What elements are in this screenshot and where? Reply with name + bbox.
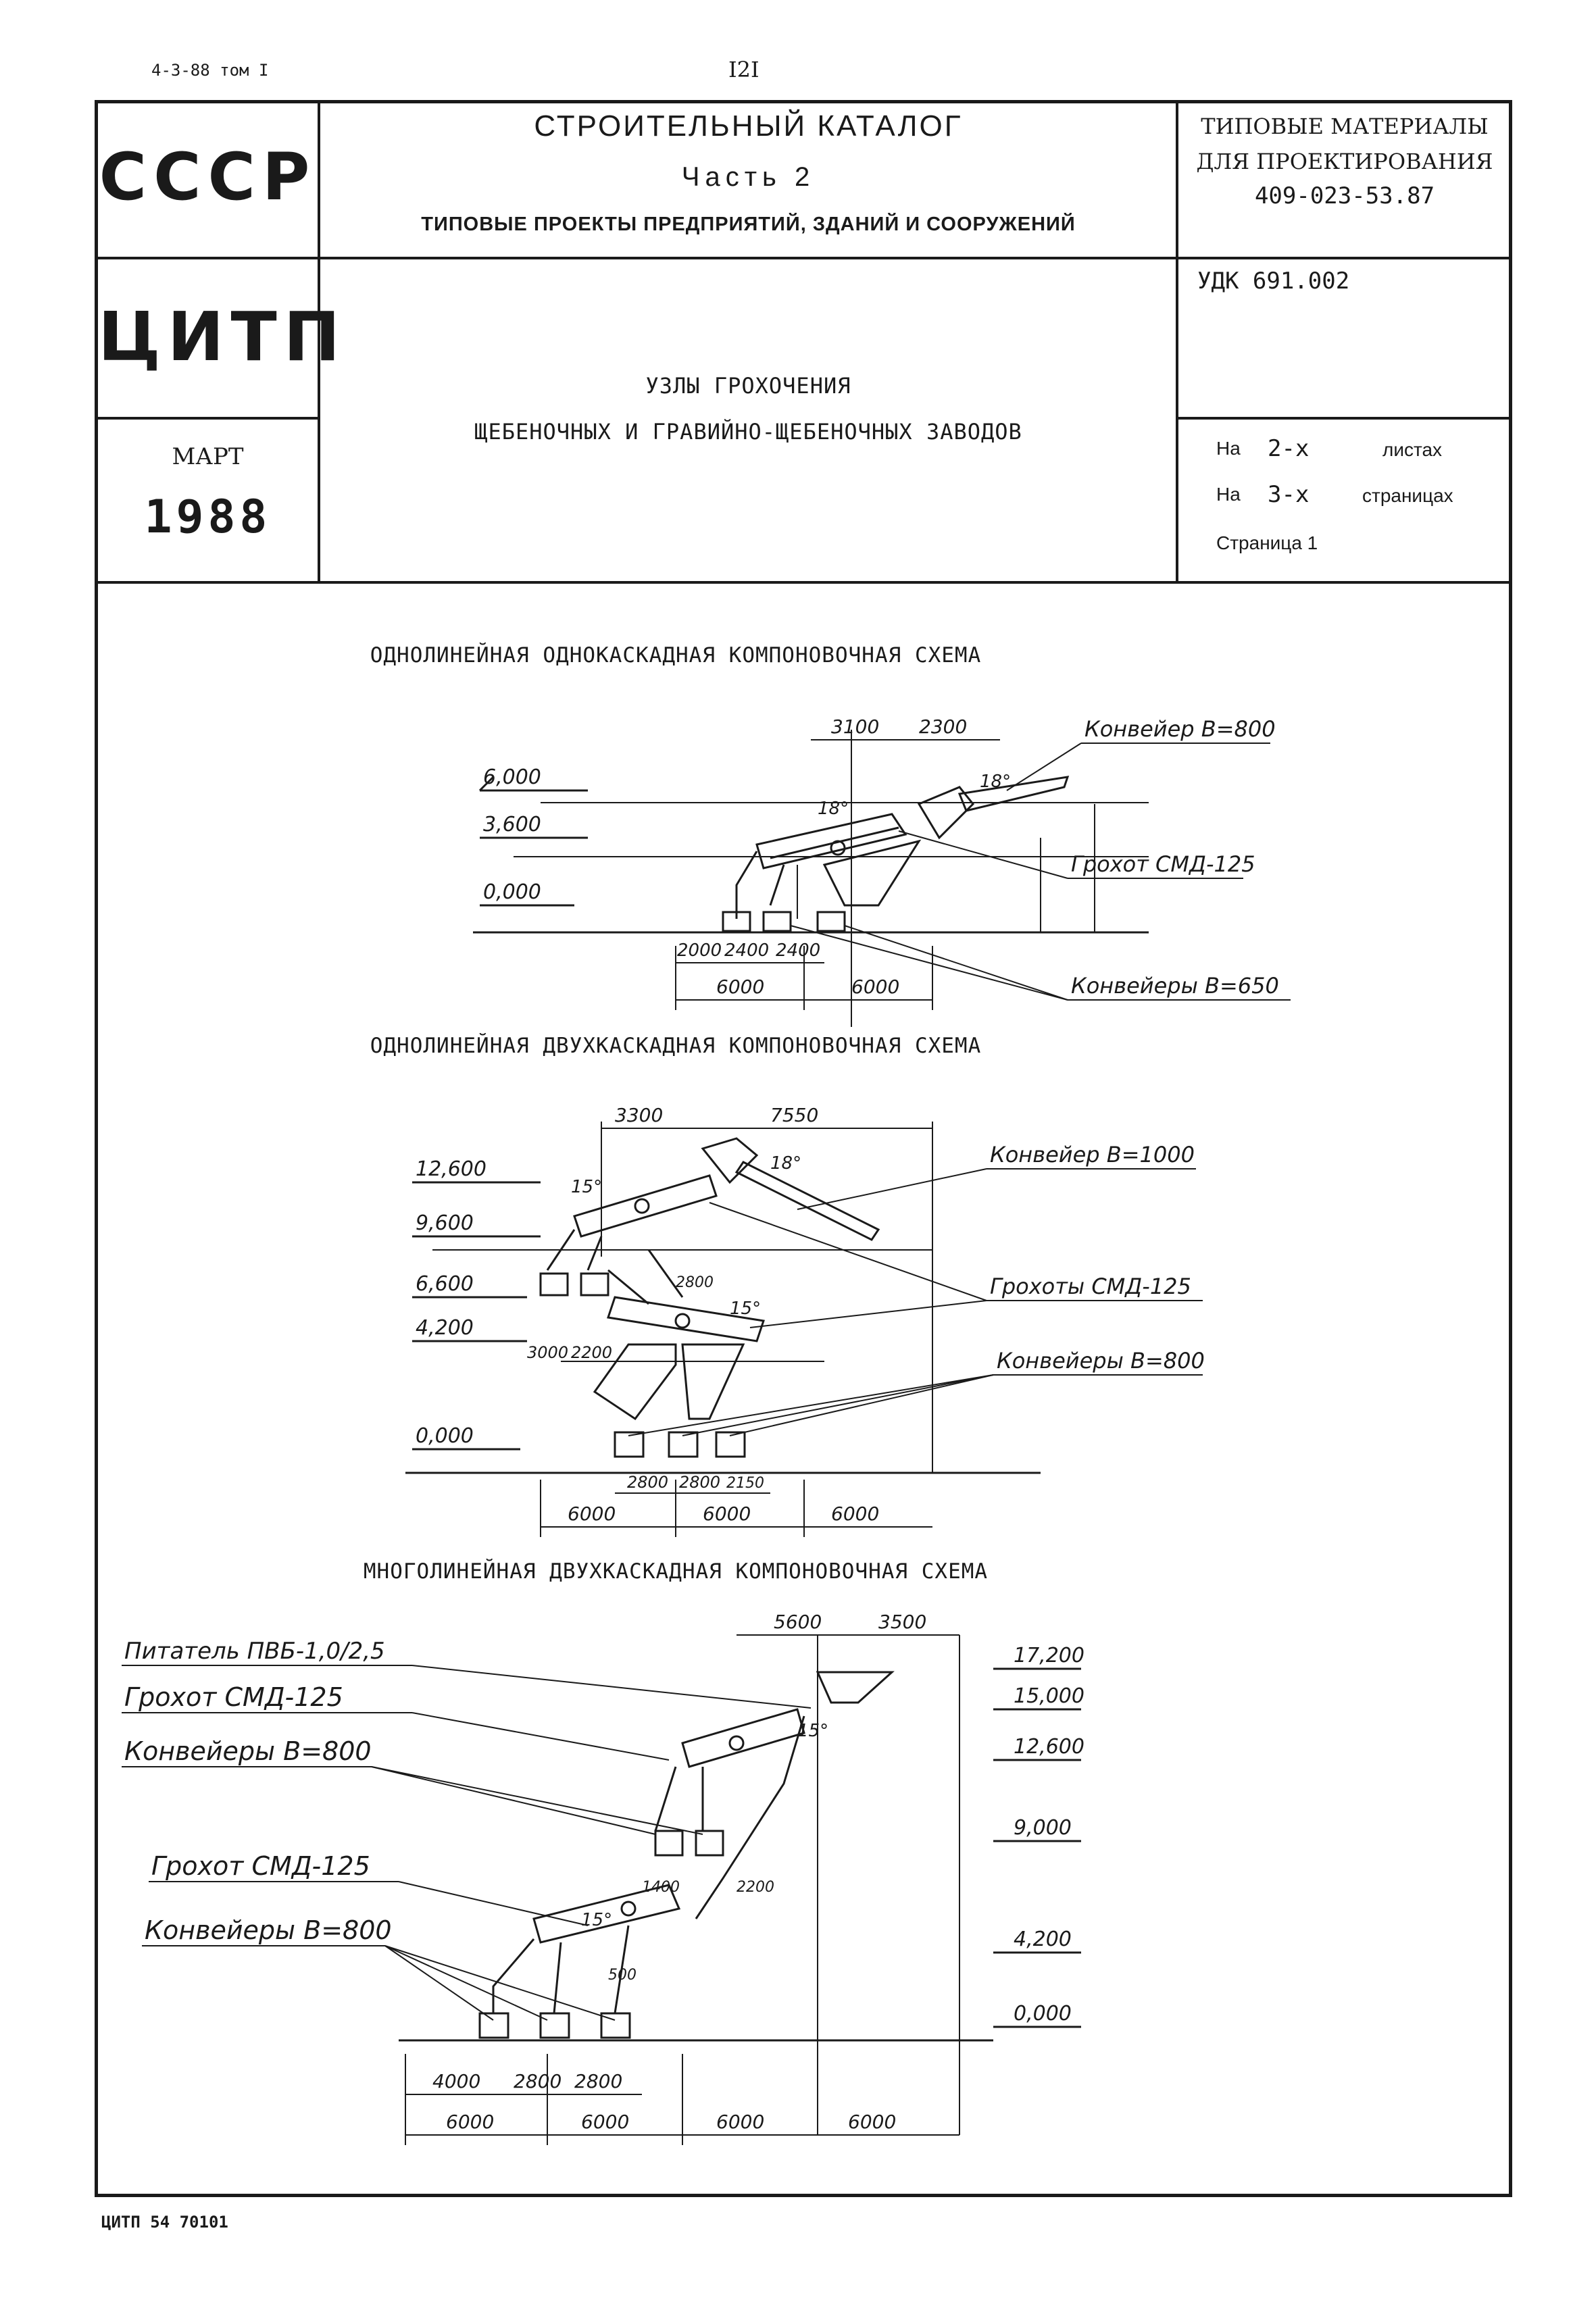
scheme-1-level-0000 xyxy=(473,880,1149,932)
scheme-3-label-conveyors-upper: Конвейеры В=800 xyxy=(124,1736,372,1766)
svg-text:4,200: 4,200 xyxy=(1014,1928,1072,1951)
page-number: I2I xyxy=(728,57,759,82)
org-label: ЦИТП xyxy=(98,297,347,376)
svg-text:2200: 2200 xyxy=(571,1343,613,1362)
svg-text:6000: 6000 xyxy=(831,1503,880,1525)
volume-ref: 4-3-88 том I xyxy=(151,61,269,80)
svg-text:2800: 2800 xyxy=(676,1274,714,1291)
svg-text:6000: 6000 xyxy=(703,1503,751,1525)
svg-text:5600: 5600 xyxy=(774,1611,822,1633)
svg-text:6000: 6000 xyxy=(716,2111,765,2133)
doc-title-line-2: ЩЕБЕНОЧНЫХ И ГРАВИЙНО-ЩЕБЕНОЧНЫХ ЗАВОДОВ xyxy=(474,419,1022,445)
scheme-2-label-conveyors-800: Конвейеры В=800 xyxy=(997,1348,1205,1374)
svg-text:6000: 6000 xyxy=(446,2111,495,2133)
pages-prefix: На xyxy=(1216,484,1241,505)
svg-text:17,200: 17,200 xyxy=(1014,1644,1084,1667)
svg-text:3300: 3300 xyxy=(615,1104,664,1126)
svg-text:4000: 4000 xyxy=(432,2070,481,2092)
country-label: СССР xyxy=(99,139,317,215)
svg-text:0,000: 0,000 xyxy=(483,880,541,904)
scheme-3-label-feeder: Питатель ПВБ-1,0/2,5 xyxy=(124,1638,385,1665)
svg-text:2800: 2800 xyxy=(679,1473,721,1492)
header-bottom-line xyxy=(95,581,1512,584)
svg-text:6000: 6000 xyxy=(848,2111,897,2133)
scheme-3-label-screen-upper: Грохот СМД-125 xyxy=(124,1682,343,1712)
header-vline-2 xyxy=(1176,100,1178,582)
svg-text:2800: 2800 xyxy=(627,1473,669,1492)
svg-text:6000: 6000 xyxy=(851,976,900,998)
scheme-1-screen xyxy=(757,777,1068,905)
svg-text:15°: 15° xyxy=(571,1177,603,1197)
scheme-3-levels xyxy=(399,1644,1084,2040)
month-label: МАРТ xyxy=(172,443,244,470)
scheme-1-label-conveyors-650: Конвейеры В=650 xyxy=(1071,973,1279,999)
scheme-1-title: ОДНОЛИНЕЙНАЯ ОДНОКАСКАДНАЯ КОМПОНОВОЧНАЯ СХЕМА xyxy=(370,643,982,668)
scheme-3-label-conveyors-lower: Конвейеры В=800 xyxy=(145,1915,392,1945)
svg-text:9,600: 9,600 xyxy=(416,1211,474,1235)
catalog-part: Часть 2 xyxy=(681,162,816,192)
doc-title-line-1: УЗЛЫ ГРОХОЧЕНИЯ xyxy=(645,373,851,399)
svg-text:6,000: 6,000 xyxy=(483,765,541,789)
typ-code: 409-023-53.87 xyxy=(1254,182,1435,209)
pages-count: 3-х xyxy=(1268,481,1310,508)
scheme-2-label-screens: Грохоты СМД-125 xyxy=(990,1274,1191,1299)
svg-text:2000: 2000 xyxy=(677,940,722,961)
scheme-2-title: ОДНОЛИНЕЙНАЯ ДВУХКАСКАДНАЯ КОМПОНОВОЧНАЯ СХЕМА xyxy=(370,1034,982,1058)
svg-text:4,200: 4,200 xyxy=(416,1316,474,1340)
svg-text:2200: 2200 xyxy=(737,1879,774,1896)
svg-text:18°: 18° xyxy=(980,772,1012,792)
header-divider-left xyxy=(95,417,318,420)
scheme-3-diagram xyxy=(115,1608,1399,2162)
svg-text:3100: 3100 xyxy=(831,715,880,738)
svg-text:15°: 15° xyxy=(797,1721,829,1741)
sheets-count: 2-х xyxy=(1268,435,1310,462)
svg-text:2150: 2150 xyxy=(726,1475,764,1492)
svg-text:15°: 15° xyxy=(581,1910,613,1930)
svg-text:3,600: 3,600 xyxy=(483,813,541,836)
scheme-1-diagram xyxy=(405,703,1351,1027)
page-label: Страница 1 xyxy=(1216,532,1318,553)
typ-line-1: ТИПОВЫЕ МАТЕРИАЛЫ xyxy=(1201,114,1489,139)
svg-text:0,000: 0,000 xyxy=(1014,2002,1072,2026)
svg-text:9,000: 9,000 xyxy=(1014,1816,1072,1840)
scheme-2-diagram xyxy=(392,1095,1338,1540)
svg-text:2800: 2800 xyxy=(514,2070,562,2092)
pages-word: страницах xyxy=(1362,485,1453,506)
svg-text:6,600: 6,600 xyxy=(416,1272,474,1296)
scheme-2-screen-upper xyxy=(541,1138,878,1295)
scheme-1-label-screen: Грохот СМД-125 xyxy=(1071,851,1255,877)
scheme-1-level-6000 xyxy=(480,765,1149,803)
svg-text:0,000: 0,000 xyxy=(416,1424,474,1448)
header-divider-right xyxy=(1176,417,1512,420)
svg-text:2800: 2800 xyxy=(574,2070,623,2092)
header-divider-1 xyxy=(95,257,1512,259)
svg-text:2400: 2400 xyxy=(776,940,821,961)
svg-text:18°: 18° xyxy=(770,1153,802,1174)
footer-code: ЦИТП 54 70101 xyxy=(101,2213,228,2232)
svg-text:18°: 18° xyxy=(818,799,849,819)
svg-text:12,600: 12,600 xyxy=(416,1157,487,1181)
svg-text:2300: 2300 xyxy=(919,715,968,738)
svg-text:6000: 6000 xyxy=(568,1503,616,1525)
svg-text:12,600: 12,600 xyxy=(1014,1735,1084,1759)
catalog-title: СТРОИТЕЛЬНЫЙ КАТАЛОГ xyxy=(534,109,963,143)
svg-text:500: 500 xyxy=(608,1967,637,1984)
udk-code: УДК 691.002 xyxy=(1197,268,1350,295)
svg-text:3000: 3000 xyxy=(527,1343,569,1362)
year-label: 1988 xyxy=(144,491,272,544)
svg-text:1400: 1400 xyxy=(642,1879,680,1896)
svg-text:3500: 3500 xyxy=(878,1611,927,1633)
svg-text:2400: 2400 xyxy=(724,940,770,961)
scheme-1-level-3600 xyxy=(480,813,1149,857)
svg-text:6000: 6000 xyxy=(716,976,765,998)
sheets-prefix: На xyxy=(1216,438,1241,459)
svg-text:15°: 15° xyxy=(730,1299,762,1319)
scheme-3-label-screen-lower: Грохот СМД-125 xyxy=(151,1851,370,1881)
svg-text:15,000: 15,000 xyxy=(1014,1684,1084,1708)
sheets-word: листах xyxy=(1382,439,1443,460)
svg-text:6000: 6000 xyxy=(581,2111,630,2133)
scheme-3-title: МНОГОЛИНЕЙНАЯ ДВУХКАСКАДНАЯ КОМПОНОВОЧНАЯ СХЕМА xyxy=(363,1559,989,1584)
typ-line-2: ДЛЯ ПРОЕКТИРОВАНИЯ xyxy=(1196,149,1493,174)
catalog-subtitle: ТИПОВЫЕ ПРОЕКТЫ ПРЕДПРИЯТИЙ, ЗДАНИЙ И СООРУЖЕНИЙ xyxy=(421,213,1076,235)
svg-text:7550: 7550 xyxy=(770,1104,819,1126)
scheme-2-label-conveyor-1000: Конвейер В=1000 xyxy=(990,1142,1195,1167)
scheme-1-label-conveyor-800: Конвейер В=800 xyxy=(1084,716,1276,742)
